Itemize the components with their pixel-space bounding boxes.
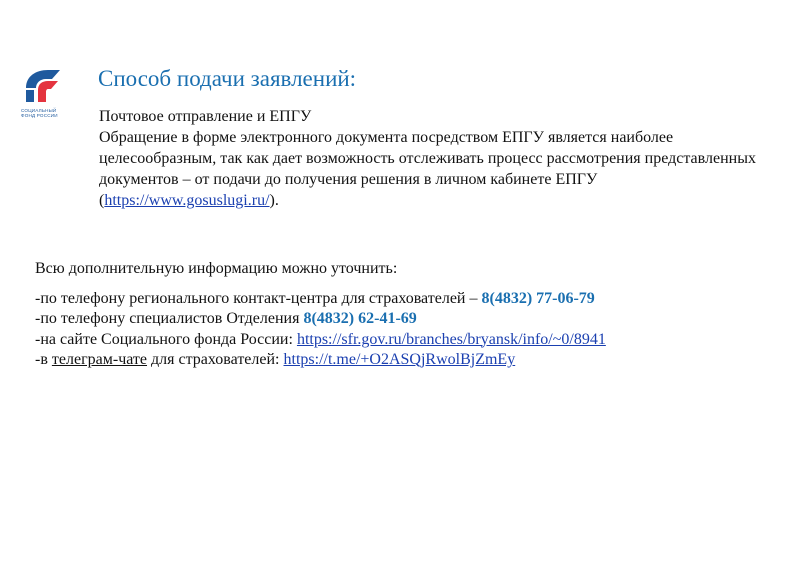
department-contact-line: -по телефону специалистов Отделения 8(4832) 62-41-69 bbox=[35, 310, 417, 327]
intro-paragraph: Обращение в форме электронного документа посредством ЕПГУ является наиболее целесообразным, так как дает возможность отслеживать процесс рассмотрения представленных документов – от подачи до получения решения в личном кабинете ЕПГУ (https://www.gosuslugi.ru/). bbox=[99, 129, 756, 209]
page-title: Способ подачи заявлений: bbox=[98, 66, 357, 91]
regional-phone: 8(4832) 77-06-79 bbox=[481, 289, 595, 307]
telegram-chat-word: телеграм-чате bbox=[51, 351, 148, 368]
intro-section bbox=[99, 106, 759, 211]
sfr-logo-icon bbox=[20, 66, 66, 106]
intro-heading: Почтовое отправление и ЕПГУ bbox=[99, 108, 312, 125]
telegram-link[interactable]: https://t.me/+O2ASQjRwolBjZmEy bbox=[283, 351, 516, 368]
contacts-lead: Всю дополнительную информацию можно уточнить: bbox=[35, 260, 398, 277]
telegram-contact-line: -в телеграм-чате для страхователей: https://t.me/+O2ASQjRwolBjZmEy bbox=[35, 351, 516, 368]
department-phone: 8(4832) 62-41-69 bbox=[303, 310, 417, 327]
sfr-logo bbox=[20, 66, 70, 119]
regional-contact-line: -по телефону регионального контакт-центра для страхователей – 8(4832) 77-06-79 bbox=[35, 289, 595, 307]
gosuslugi-link[interactable]: https://www.gosuslugi.ru/ bbox=[104, 192, 270, 209]
sfr-site-link[interactable]: https://sfr.gov.ru/branches/bryansk/info/~0/8941 bbox=[296, 330, 606, 348]
contacts-section bbox=[35, 259, 775, 371]
site-contact-line: -на сайте Социального фонда России: https://sfr.gov.ru/branches/bryansk/info/~0/8941 bbox=[35, 330, 606, 348]
logo-caption: СОЦИАЛЬНЫЙ ФОНД РОССИИ bbox=[21, 108, 58, 119]
